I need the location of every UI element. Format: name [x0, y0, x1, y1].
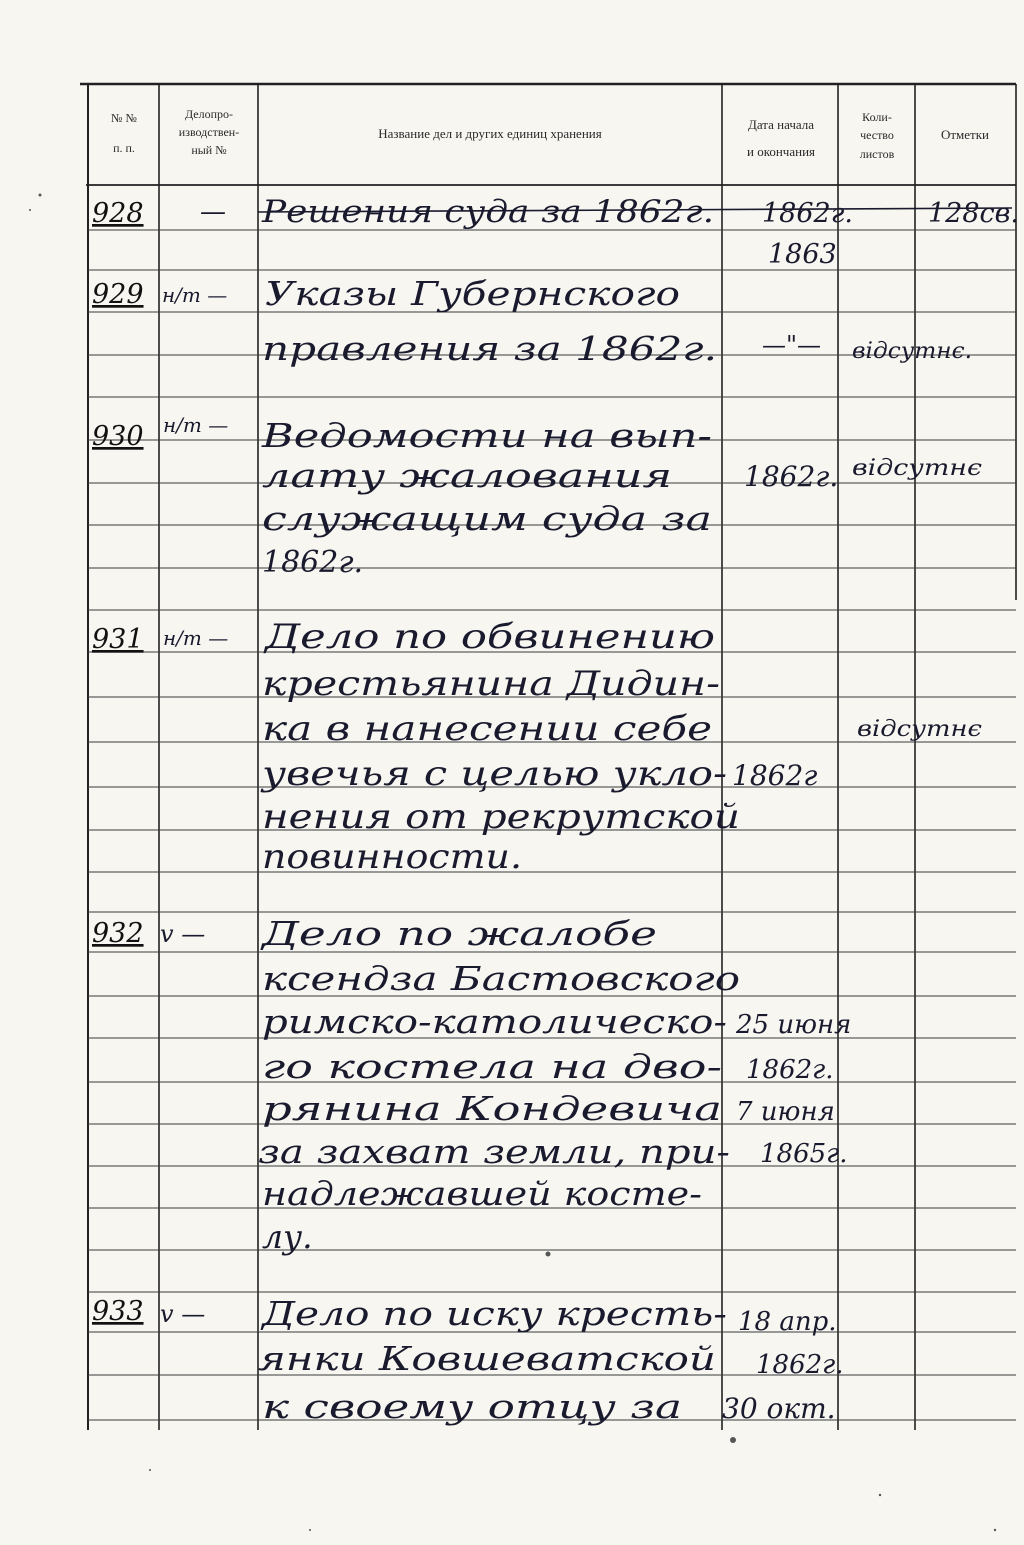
- table-row-929: [92, 274, 972, 368]
- header-title: Название дел и других единиц хранения: [378, 126, 602, 141]
- header-count-line2: чество: [860, 128, 894, 142]
- row-office-number: н/т —: [163, 626, 229, 650]
- header-office-line2: изводствен-: [178, 125, 240, 139]
- row-number: 930: [92, 421, 144, 452]
- row-title-line: Ведомости на вып-: [260, 416, 712, 455]
- row-title-line: Дело по обвинению: [262, 617, 715, 657]
- row-title-line: рянина Кондевича: [262, 1089, 722, 1128]
- row-title-line: правления за 1862г.: [262, 329, 717, 368]
- row-date-line: 1862г.: [762, 198, 853, 229]
- row-office-number: н/т —: [162, 283, 228, 307]
- header-count-line1: Коли-: [862, 110, 892, 124]
- row-title-line: Дело по жалобе: [259, 914, 657, 953]
- row-title-line: ксендза Бастовского: [262, 959, 740, 998]
- table-header: [111, 107, 989, 161]
- row-title-line: надлежавшей косте-: [262, 1174, 702, 1213]
- row-title-line: лату жалования: [262, 456, 672, 495]
- row-date-line: 1862г.: [746, 1055, 834, 1085]
- header-num-line2: п. п.: [113, 141, 135, 155]
- row-date-line: 1862г.: [744, 460, 839, 493]
- row-title-line: крестьянина Дидин-: [262, 664, 720, 704]
- row-office-number: v —: [160, 1300, 206, 1328]
- row-date-line: 1862г: [732, 759, 818, 792]
- row-sheet-count: відсутнє: [857, 717, 982, 742]
- header-dates-line1: Дата начала: [747, 117, 815, 132]
- row-sheet-count: відсутнє.: [852, 339, 972, 364]
- row-title-line: повинности.: [262, 837, 522, 877]
- row-title-line: Решения суда за 1862г.: [260, 194, 714, 230]
- row-title-line: Указы Губернского: [265, 274, 680, 313]
- row-date-line: 7 июня: [736, 1097, 835, 1127]
- header-dates-line2: и окончания: [746, 144, 816, 159]
- row-number: 929: [92, 279, 144, 310]
- row-sheet-count: відсутнє: [852, 456, 982, 481]
- row-number: 928: [92, 198, 144, 229]
- table-row-933: [92, 1294, 844, 1426]
- table-row-931: [92, 617, 982, 877]
- row-number: 931: [92, 624, 144, 655]
- row-title-line: янки Ковшеватской: [258, 1339, 716, 1378]
- table-row-930: [92, 413, 982, 580]
- row-date-line: —"—: [762, 331, 822, 359]
- row-title-line: увечья с целью укло-: [259, 754, 727, 794]
- row-office-number: н/т —: [163, 413, 229, 437]
- row-title-line: лу.: [262, 1217, 313, 1256]
- header-notes: Отметки: [940, 127, 990, 142]
- row-number: 932: [92, 918, 144, 949]
- header-count-line3: листов: [859, 147, 895, 161]
- row-title-line: служащим суда за: [262, 499, 712, 538]
- row-office-number: —: [200, 197, 226, 227]
- row-title-line: римско-католическо-: [262, 1002, 727, 1041]
- row-title-line: ка в нанесении себе: [262, 709, 712, 749]
- row-office-number: v —: [160, 920, 206, 948]
- row-title-line: нения от рекрутской: [262, 797, 740, 837]
- header-num-line1: № №: [111, 111, 137, 125]
- row-date-line: 30 окт.: [722, 1392, 836, 1425]
- row-notes: 128св.: [928, 198, 1019, 229]
- row-date-line: 18 апр.: [738, 1307, 837, 1337]
- row-date-line: 25 июня: [736, 1010, 852, 1040]
- table-row-928: [92, 194, 1019, 270]
- row-title-line: го костела на дво-: [262, 1047, 722, 1086]
- row-number: 933: [92, 1296, 144, 1327]
- row-title-line: 1862г.: [262, 545, 364, 580]
- header-office-line1: Делопро-: [184, 107, 234, 121]
- header-office-line3: ный №: [191, 143, 227, 157]
- table-row-932: [92, 914, 851, 1256]
- row-title-line: Дело по иску кресть-: [259, 1294, 727, 1333]
- row-title-line: к своему отцу за: [262, 1387, 682, 1426]
- row-date-line: 1862г.: [756, 1350, 844, 1380]
- row-date-line: 1863: [768, 239, 837, 270]
- row-date-line: 1865г.: [760, 1139, 848, 1169]
- row-title-line: за захват земли, при-: [258, 1132, 730, 1171]
